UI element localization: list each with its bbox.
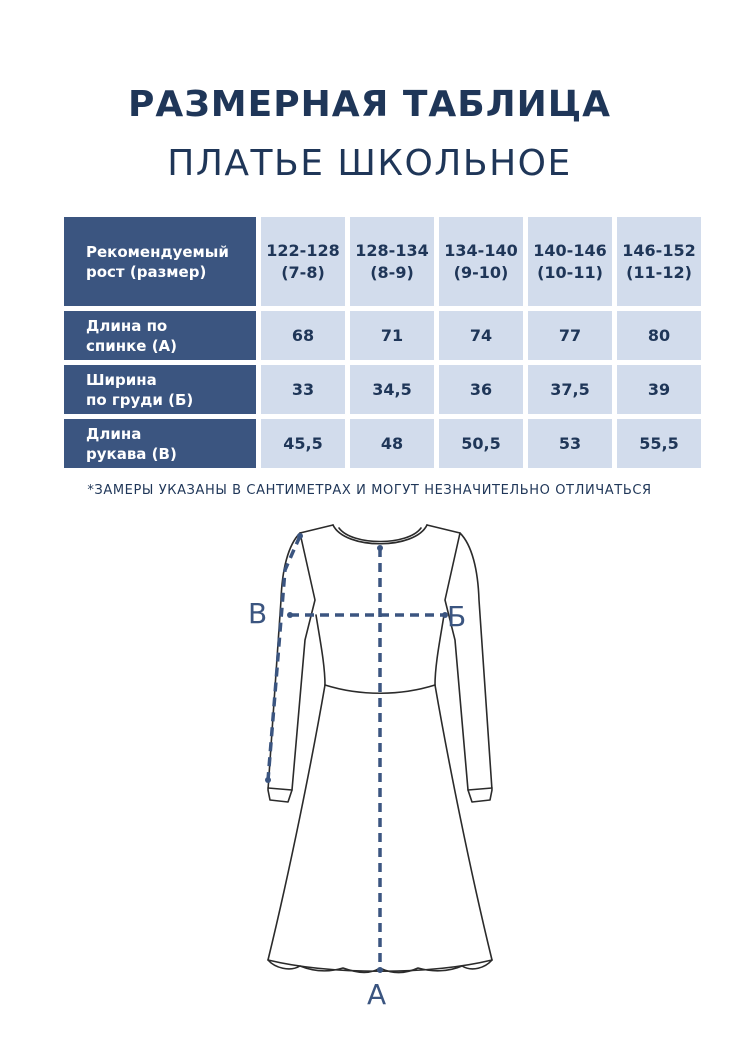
bodice-left xyxy=(316,615,325,685)
left-sleeve xyxy=(268,533,315,802)
measure-dots xyxy=(265,533,448,973)
page-subtitle: ПЛАТЬЕ ШКОЛЬНОЕ xyxy=(167,143,572,184)
table-cell: 122-128 (7-8) xyxy=(261,217,345,306)
table-cell: 33 xyxy=(261,365,345,414)
table-cell: 140-146 (10-11) xyxy=(528,217,612,306)
table-cell: 74 xyxy=(439,311,523,360)
table-cell: 128-134 (8-9) xyxy=(350,217,434,306)
table-cell: 80 xyxy=(617,311,701,360)
table-cell: 34,5 xyxy=(350,365,434,414)
table-cell: 77 xyxy=(528,311,612,360)
table-cell: 55,5 xyxy=(617,419,701,468)
measurement-note: *ЗАМЕРЫ УКАЗАНЫ В САНТИМЕТРАХ И МОГУТ НЕЗНАЧИТЕЛЬНО ОТЛИЧАТЬСЯ xyxy=(87,483,652,498)
row-header-back-length: Длина по спинке (А) xyxy=(64,311,256,360)
table-cell: 146-152 (11-12) xyxy=(617,217,701,306)
page-title: РАЗМЕРНАЯ ТАБЛИЦА xyxy=(127,84,611,125)
table-cell: 71 xyxy=(350,311,434,360)
table-cell: 45,5 xyxy=(261,419,345,468)
label-v: В xyxy=(248,597,268,630)
table-cell: 53 xyxy=(528,419,612,468)
table-cell: 68 xyxy=(261,311,345,360)
table-cell: 36 xyxy=(439,365,523,414)
table-cell: 48 xyxy=(350,419,434,468)
table-cell: 37,5 xyxy=(528,365,612,414)
table-cell: 39 xyxy=(617,365,701,414)
table-cell: 50,5 xyxy=(439,419,523,468)
right-sleeve xyxy=(445,533,492,802)
row-header-chest-width: Ширина по груди (Б) xyxy=(64,365,256,414)
label-a: А xyxy=(367,978,387,1011)
row-header-sleeve-length: Длина рукава (В) xyxy=(64,419,256,468)
bodice-right xyxy=(435,615,444,685)
label-b: Б xyxy=(447,600,467,633)
table-cell: 134-140 (9-10) xyxy=(439,217,523,306)
row-header-height: Рекомендуемый рост (размер) xyxy=(64,217,256,306)
